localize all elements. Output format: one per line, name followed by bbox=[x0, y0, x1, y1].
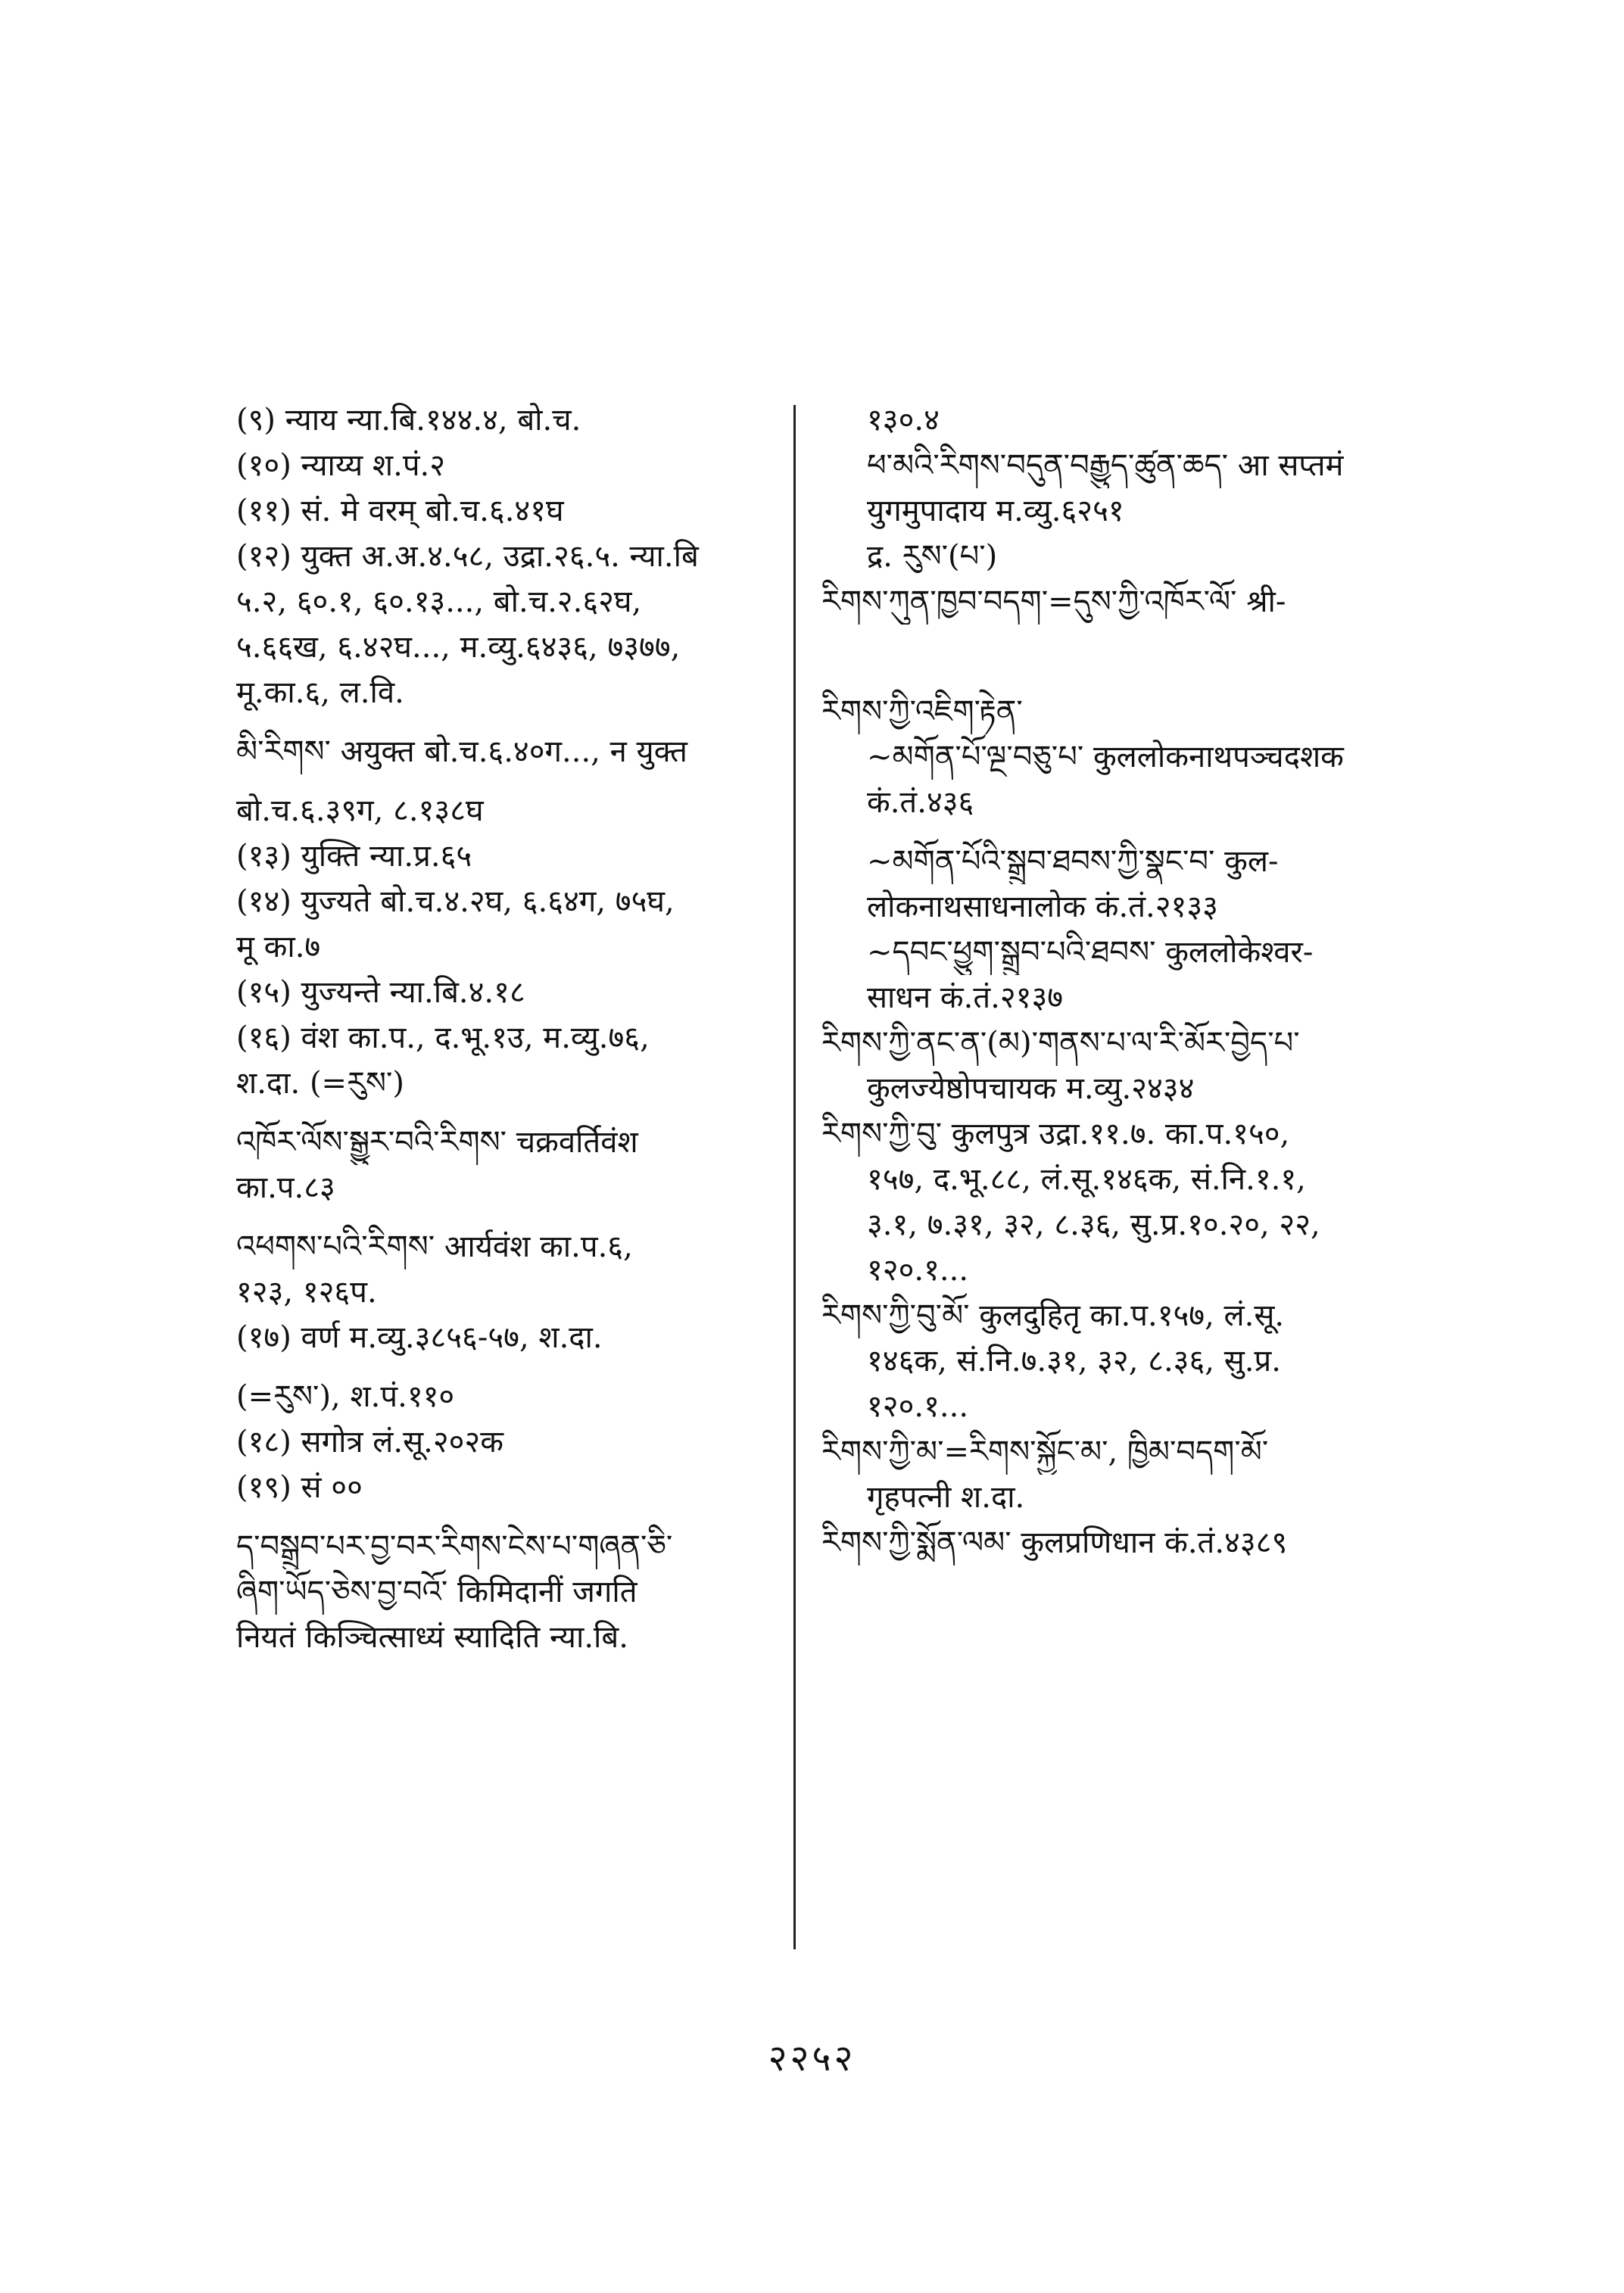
dictionary-line: लोकनाथसाधनालोक कं.तं.२१३३ bbox=[867, 889, 1218, 924]
dictionary-line: ~དབང་ཕྱུག་སྒྲུབ་པའི་ཐབས་ कुललोकेश्वर- bbox=[867, 935, 1314, 970]
dictionary-line: རིགས་ཀྱི་བུ་མོ་ कुलदुहितृ का.प.१५७, लं.सू. bbox=[821, 1298, 1285, 1333]
dictionary-line: རིགས་ཀྱི་མ་=རིགས་སྐྱོང་མ་, ཁྱིམ་བདག་མོ་ bbox=[821, 1435, 1269, 1469]
dictionary-line: द्र. རུས་(པ་) bbox=[867, 539, 998, 574]
dictionary-line: རིགས་ཀུན་ཁྱབ་བདག་=དུས་ཀྱི་འཁོར་ལོ་ श्री- bbox=[821, 584, 1286, 619]
dictionary-line: (१८) सगोत्र लं.सू.२०२क bbox=[236, 1425, 503, 1460]
dictionary-line: बो.च.६.३९ग, ८.१३८घ bbox=[236, 793, 484, 828]
dictionary-line: का.प.८३ bbox=[236, 1170, 335, 1205]
dictionary-line: गृहपत्नी श.दा. bbox=[867, 1480, 1025, 1515]
dictionary-line: (९) न्याय न्या.बि.१४४.४, बो.च. bbox=[236, 403, 581, 438]
dictionary-line: १२०.१... bbox=[867, 1253, 969, 1288]
dictionary-line: ५.६६ख, ६.४२घ..., म.व्यु.६४३६, ७३७७, bbox=[236, 630, 681, 665]
dictionary-line: ~མགོན་པོའི་སྒྲུབ་ཐབས་ཀྱི་སྣང་བ་ कुल- bbox=[867, 844, 1279, 879]
dictionary-line: ३.१, ७.३१, ३२, ८.३६, सु.प्र.१०.२०, २२, bbox=[867, 1207, 1320, 1242]
dictionary-line: རིགས་ཀྱི་སྨོན་ལམ་ कुलप्रणिधान कं.तं.४३८९ bbox=[821, 1525, 1288, 1560]
left-column bbox=[236, 397, 774, 1660]
dictionary-line: १५७, द.भू.८८, लं.सू.१४६क, सं.नि.१.१, bbox=[867, 1162, 1306, 1197]
dictionary-line: (१५) युज्यन्ते न्या.बि.४.१८ bbox=[236, 975, 525, 1010]
dictionary-line: १३०.४ bbox=[867, 403, 940, 438]
dictionary-line: ཕ་མའི་རིགས་བདུན་བརྒྱུད་ཚུན་ཆད་ आ सप्तमं bbox=[867, 448, 1344, 483]
dictionary-line: मू का.७ bbox=[236, 930, 321, 964]
dictionary-line: १२०.१... bbox=[867, 1389, 969, 1424]
dictionary-line: མི་རིགས་ अयुक्त बो.च.६.४०ग..., न युक्त bbox=[236, 734, 687, 769]
dictionary-line: (१०) न्याय्य श.पं.२ bbox=[236, 448, 446, 483]
dictionary-line: ५.२, ६०.१, ६०.१३..., बो.च.२.६२घ, bbox=[236, 584, 642, 619]
dictionary-line: (१२) युक्त अ.अ.४.५८, उद्रा.२६.५. न्या.बि bbox=[236, 539, 699, 574]
dictionary-line: १२३, १२६प. bbox=[236, 1275, 377, 1310]
right-column bbox=[821, 397, 1457, 1566]
dictionary-line: युगमुपादाय म.व्यु.६२५१ bbox=[867, 494, 1124, 528]
dictionary-line: རིགས་ཀྱི་ནང་ན་(མ)་གནས་པ་ལ་རི་མོར་བྱེད་པ་ bbox=[821, 1026, 1300, 1061]
dictionary-line: कं.तं.४३६ bbox=[867, 785, 974, 820]
dictionary-line: साधन कं.तं.२१३७ bbox=[867, 980, 1064, 1015]
dictionary-line: (=རུས་), श.पं.११० bbox=[236, 1379, 455, 1414]
dictionary-line: मू.का.६, ल.वि. bbox=[236, 675, 404, 710]
dictionary-line: श.दा. (=རུས་) bbox=[236, 1066, 404, 1101]
dictionary-line: कुलज्येष्ठोपचायक म.व्यु.२४३४ bbox=[867, 1071, 1195, 1106]
dictionary-line: (१९) सं ०० bbox=[236, 1470, 363, 1505]
dictionary-line: १४६क, सं.नि.७.३१, ३२, ८.३६, सु.प्र. bbox=[867, 1344, 1281, 1379]
column-divider bbox=[793, 405, 796, 1949]
dictionary-line: (१६) वंश का.प., द.भू.१उ, म.व्यु.७६, bbox=[236, 1020, 650, 1055]
dictionary-line: ཞིག་ཡོད་ཅེས་བྱ་བའོ་ किमिदानीं जगति bbox=[236, 1575, 637, 1609]
page-number: २२५२ bbox=[768, 2037, 856, 2080]
dictionary-line: (११) सं. मे वरम् बो.च.६.४१घ bbox=[236, 494, 564, 528]
dictionary-line: (१७) वर्ण म.व्यु.३८५६-५७, श.दा. bbox=[236, 1320, 603, 1355]
dictionary-line: (१४) युज्यते बो.च.४.२घ, ६.६४ग, ७५घ, bbox=[236, 884, 675, 919]
dictionary-line: འཕགས་པའི་རིགས་ आर्यवंश का.प.६, bbox=[236, 1229, 633, 1264]
dictionary-line: འཁོར་ལོས་སྒྱུར་བའི་རིགས་ चक्रवर्तिवंश bbox=[236, 1125, 638, 1160]
dictionary-line: नियतं किञ्चित्साध्यं स्यादिति न्या.बि. bbox=[236, 1620, 628, 1655]
dictionary-line: ~མགོན་པོ་ལྔ་བཅུ་པ་ कुललोकनाथपञ्चदशक bbox=[867, 740, 1344, 774]
dictionary-line: རིགས་ཀྱི་བུ་ कुलपुत्र उद्रा.११.७. का.प.१५०, bbox=[821, 1117, 1290, 1151]
dictionary-line: (१३) युक्ति न्या.प्र.६५ bbox=[236, 839, 472, 874]
dictionary-line: རིགས་ཀྱི་འཇིག་རྟེན་ bbox=[821, 694, 1023, 729]
dictionary-line: ད་བསྒྲུབ་པར་བྱ་བར་རིགས་ངེས་པ་གཞན་ཅི་ bbox=[236, 1529, 673, 1564]
